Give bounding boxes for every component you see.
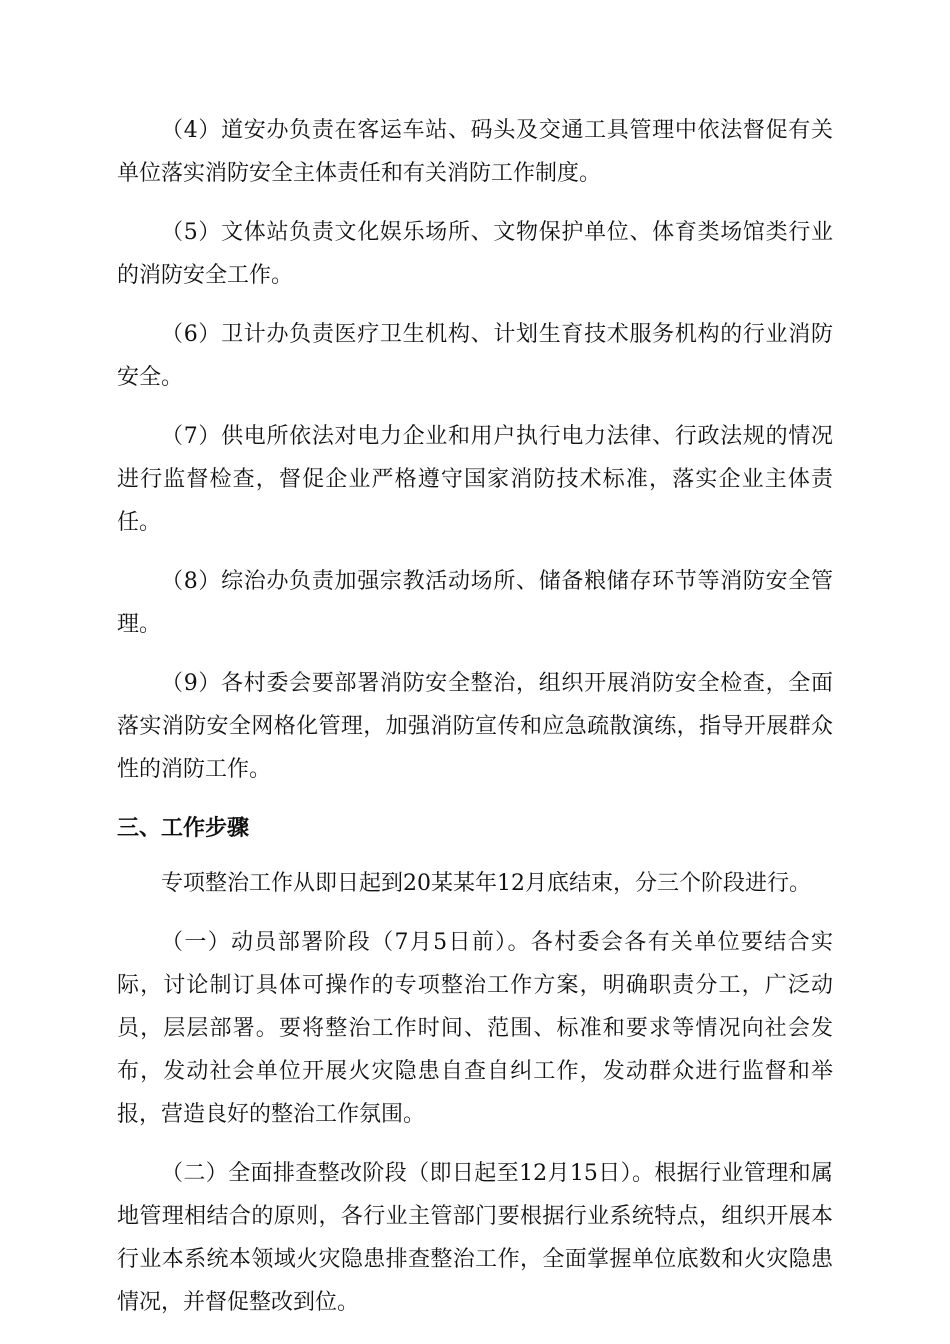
paragraph-overview: 专项整治工作从即日起到20某某年12月底结束，分三个阶段进行。 [161,871,811,896]
section-heading: 三、工作步骤 [117,816,250,841]
paragraph-item-4: （4）道安办负责在客运车站、码头及交通工具管理中依法督促有关单位落实消防安全主体责任和有关消防工作制度。 [117,118,833,186]
paragraph-stage-1: （一）动员部署阶段（7月5日前）。各村委会各有关单位要结合实际，讨论制订具体可操作的专项整治工作方案，明确职责分工，广泛动员，层层部署。要将整治工作时间、范围、标准和要求等情况向社会发布，发动社会单位开展火灾隐患自查自纠工作，发动群众进行监督和举报，营造良好的整治工作氛围。 [117,930,833,1127]
paragraph-item-6: （6）卫计办负责医疗卫生机构、计划生育技术服务机构的行业消防安全。 [117,322,833,390]
paragraph-item-8: （8）综治办负责加强宗教活动场所、储备粮储存环节等消防安全管理。 [117,569,833,637]
paragraph-item-7: （7）供电所依法对电力企业和用户执行电力法律、行政法规的情况进行监督检查，督促企业严格遵守国家消防技术标准，落实企业主体责任。 [117,424,833,535]
paragraph-item-9: （9）各村委会要部署消防安全整治，组织开展消防安全检查，全面落实消防安全网格化管理，加强消防宣传和应急疏散演练，指导开展群众性的消防工作。 [117,671,833,782]
document-page [117,109,833,1340]
paragraph-stage-2: （二）全面排查整改阶段（即日起至12月15日）。根据行业管理和属地管理相结合的原则，各行业主管部门要根据行业系统特点，组织开展本行业本系统本领域火灾隐患排查整治工作，全面掌握单位底数和火灾隐患情况，并督促整改到位。 [117,1161,833,1315]
paragraph-item-5: （5）文体站负责文化娱乐场所、文物保护单位、体育类场馆类行业的消防安全工作。 [117,220,833,288]
